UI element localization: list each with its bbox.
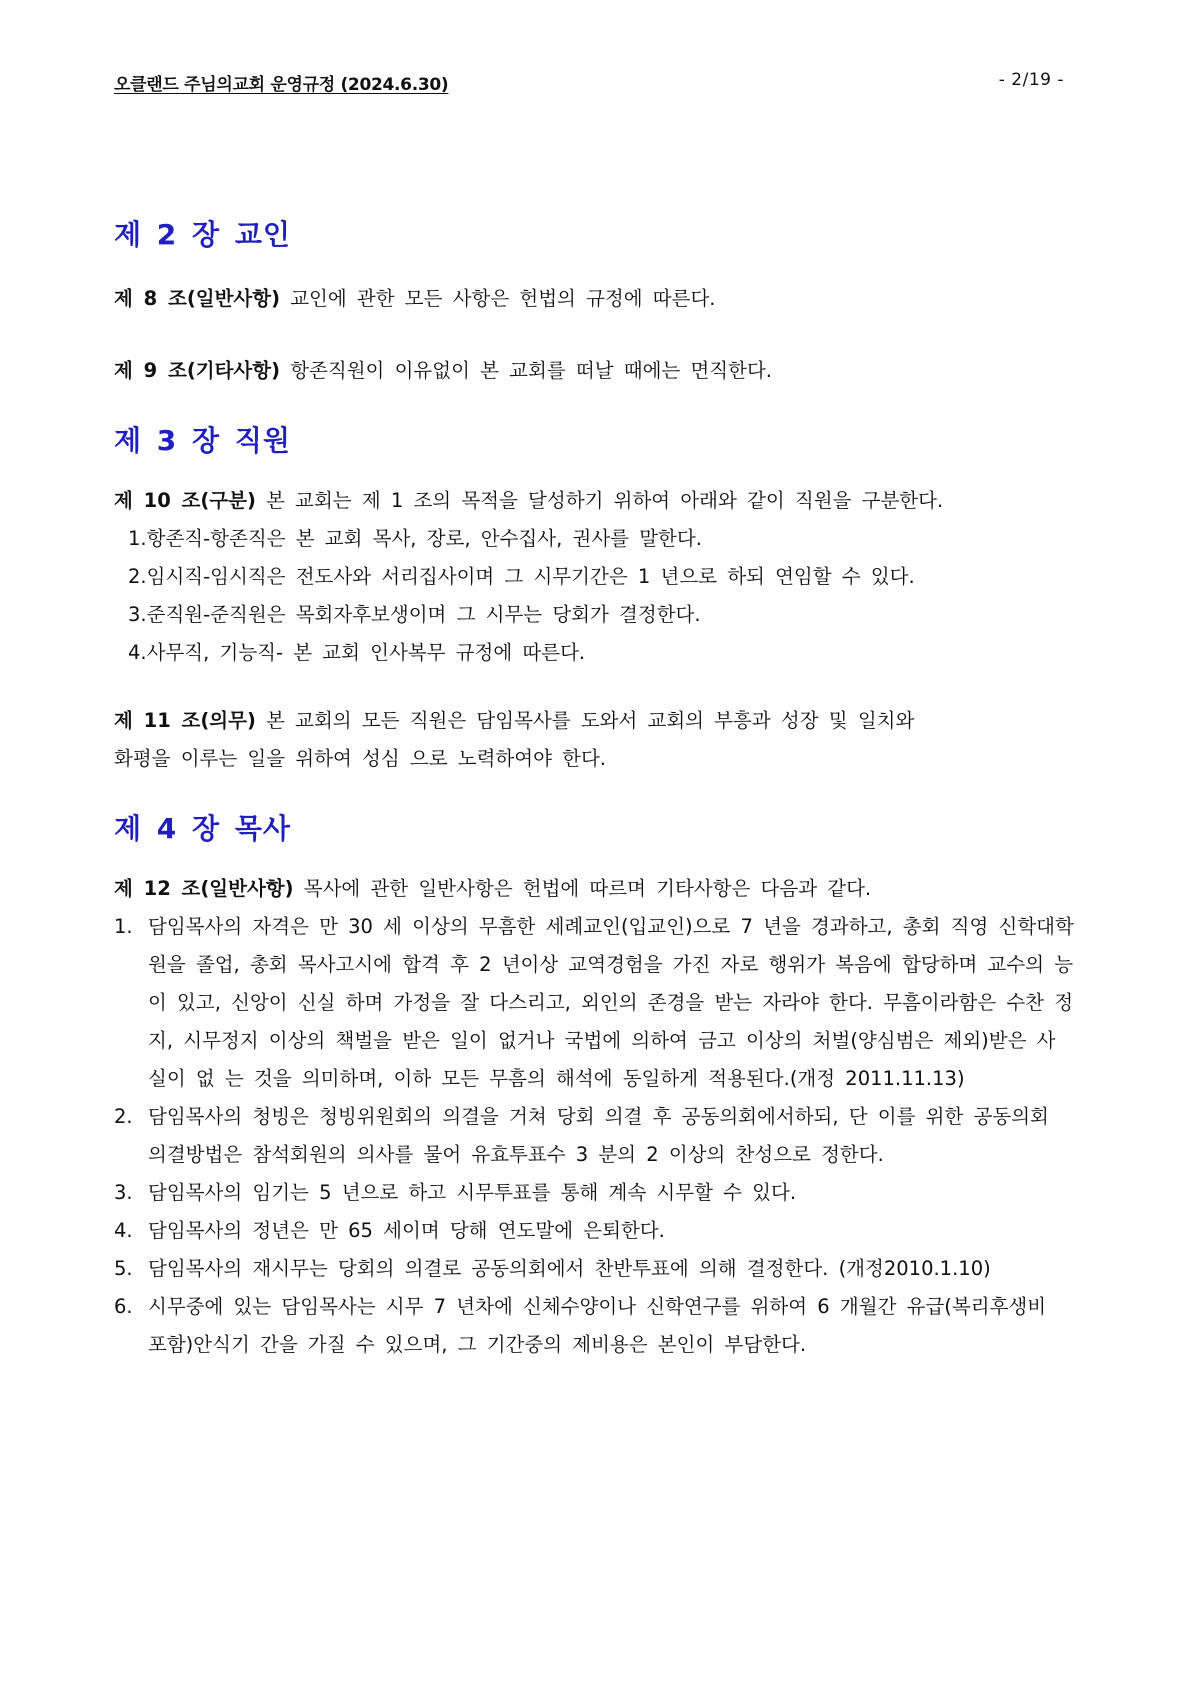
item-number: 1.: [114, 915, 133, 938]
article-12-item: [114, 1098, 1074, 1174]
article-11-title: 제 11 조(의무): [114, 709, 256, 732]
article-12-text: 목사에 관한 일반사항은 헌법에 따르며 기타사항은 다음과 같다.: [293, 877, 872, 900]
article-10-item: 2.임시직-임시직은 전도사와 서리집사이며 그 시무기간은 1 년으로 하되 연임할 수 있다.: [128, 565, 915, 588]
item-text: 담임목사의 자격은 만 30 세 이상의 무흠한 세례교인(입교인)으로 7 년을 경과하고, 총회 직영 신학대학원을 졸업, 총회 목사고시에 합격 후 2 년이상 교역경험을 가진 자로 행위가 복음에 합당하며 교수의 능이 있고, 신앙이 신실 하며 가정을 잘 다스리고, 외인의 존경을 받는 자라야 한다. 무흠이라함은 수찬 정지, 시무정지 이상의 책벌을 받은 일이 없거나 국법에 의하여 금고 이상의 처벌(양심범은 제외)받은 사실이 없 는 것을 의미하며, 이하 모든 무흠의 해석에 동일하게 적용된다.(개정 2011.11.13): [148, 915, 1074, 1090]
document-body: [114, 210, 1074, 1364]
article-12-item: [114, 908, 1074, 1098]
chapter-2-heading: 제 2 장 교인: [114, 218, 291, 251]
item-text: 담임목사의 재시무는 당회의 의결로 공동의회에서 찬반투표에 의해 결정한다. (개정2010.1.10): [148, 1257, 991, 1280]
page-number: - 2/19 -: [998, 70, 1064, 90]
article-11-text-continued: 화평을 이루는 일을 위하여 성심 으로 노력하여야 한다.: [114, 747, 607, 770]
article-10-text: 본 교회는 제 1 조의 목적을 달성하기 위하여 아래와 같이 직원을 구분한다.: [255, 489, 944, 512]
article-12: [114, 870, 1074, 908]
article-9-title: 제 9 조(기타사항): [114, 359, 280, 382]
chapter-3-heading: 제 3 장 직원: [114, 424, 291, 457]
article-8: [114, 280, 1074, 318]
article-9: [114, 352, 1074, 390]
item-number: 4.: [114, 1219, 133, 1242]
article-11: [114, 702, 1074, 740]
item-text: 시무중에 있는 담임목사는 시무 7 년차에 신체수양이나 신학연구를 위하여 6 개월간 유급(복리후생비 포함)안식기 간을 가질 수 있으며, 그 기간중의 제비용은 본인이 부담한다.: [148, 1295, 1047, 1356]
article-12-item: [114, 1174, 1074, 1212]
article-10-item: 4.사무직, 기능직- 본 교회 인사복무 규정에 따른다.: [128, 641, 586, 664]
item-number: 6.: [114, 1295, 133, 1318]
item-text: 담임목사의 임기는 5 년으로 하고 시무투표를 통해 계속 시무할 수 있다.: [148, 1181, 797, 1204]
item-number: 5.: [114, 1257, 133, 1280]
item-number: 2.: [114, 1105, 133, 1128]
article-12-item: [114, 1212, 1074, 1250]
article-8-text: 교인에 관한 모든 사항은 헌법의 규정에 따른다.: [280, 287, 716, 310]
article-11-text: 본 교회의 모든 직원은 담임목사를 도와서 교회의 부흥과 성장 및 일치와: [255, 709, 915, 732]
article-8-title: 제 8 조(일반사항): [114, 287, 280, 310]
item-number: 3.: [114, 1181, 133, 1204]
item-text: 담임목사의 청빙은 청빙위원회의 의결을 거쳐 당회 의결 후 공동의회에서하되, 단 이를 위한 공동의회 의결방법은 참석회원의 의사를 물어 유효투표수 3 분의 2 이상의 찬성으로 정한다.: [148, 1105, 1049, 1166]
article-12-title: 제 12 조(일반사항): [114, 877, 294, 900]
article-10: [114, 482, 1074, 520]
article-10-item: 1.항존직-항존직은 본 교회 목사, 장로, 안수집사, 권사를 말한다.: [128, 527, 702, 550]
article-12-item: [114, 1250, 1074, 1288]
article-9-text: 항존직원이 이유없이 본 교회를 떠날 때에는 면직한다.: [280, 359, 773, 382]
article-10-title: 제 10 조(구분): [114, 489, 256, 512]
page-header: [114, 70, 1064, 100]
article-12-item: [114, 1288, 1074, 1364]
item-text: 담임목사의 정년은 만 65 세이며 당해 연도말에 은퇴한다.: [148, 1219, 665, 1242]
article-10-item: 3.준직원-준직원은 목회자후보생이며 그 시무는 당회가 결정한다.: [128, 603, 701, 626]
document-title: 오클랜드 주님의교회 운영규정 (2024.6.30): [114, 75, 449, 95]
chapter-4-heading: 제 4 장 목사: [114, 812, 291, 845]
